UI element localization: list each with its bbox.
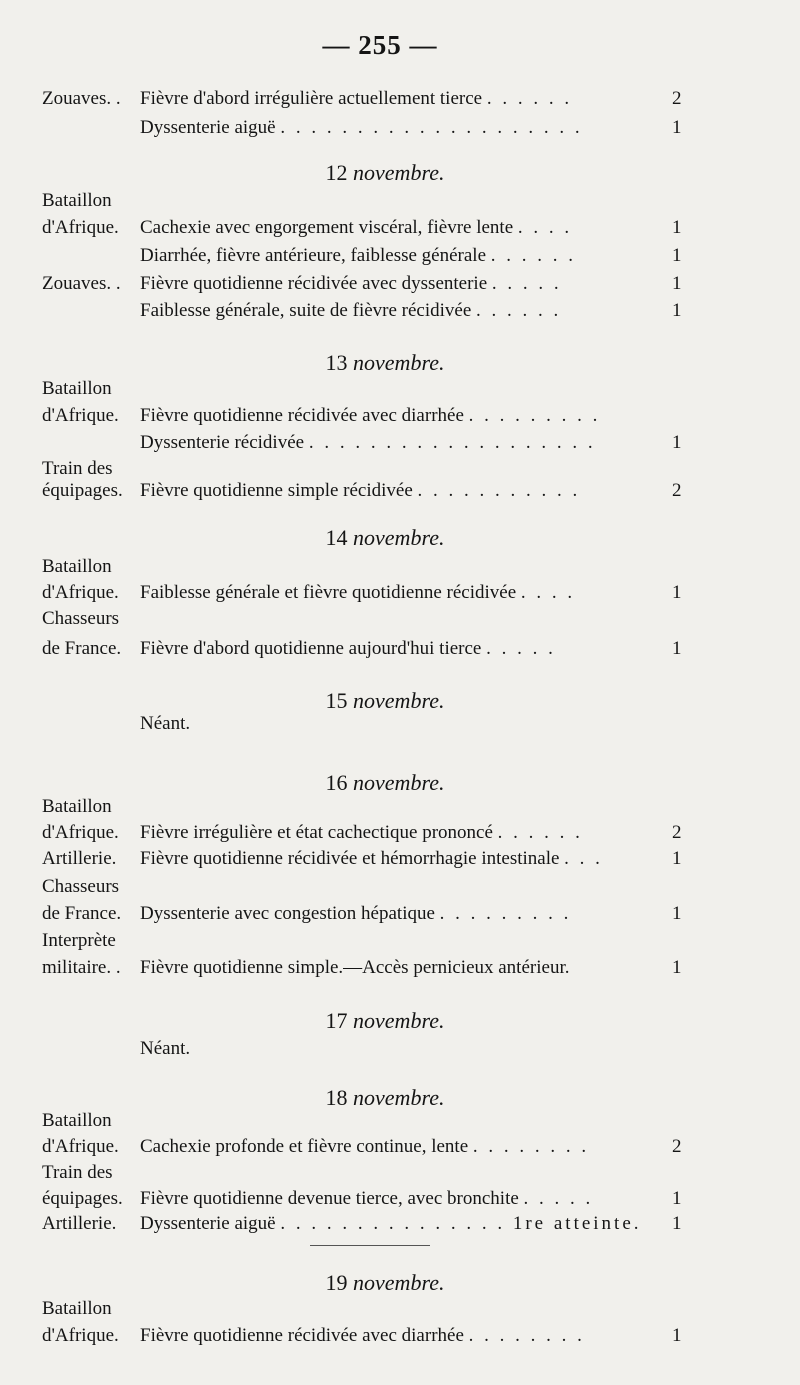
case-count: 2 bbox=[672, 480, 682, 501]
diagnosis-label: Diarrhée, fièvre antérieure, faiblesse générale bbox=[140, 245, 487, 266]
date-day: 16 bbox=[325, 770, 348, 795]
diagnosis-label: Fièvre quotidienne simple récidivée bbox=[140, 480, 413, 501]
unit-label: Train des bbox=[42, 1162, 113, 1183]
diagnosis-text bbox=[140, 432, 660, 454]
date-month: novembre. bbox=[353, 1270, 445, 1295]
dot-leader: . . . . . . . . bbox=[472, 1136, 590, 1157]
unit-label: d'Afrique. bbox=[42, 582, 119, 603]
date-heading bbox=[0, 688, 770, 714]
diagnosis-label: Fièvre irrégulière et état cachectique prononcé bbox=[140, 822, 493, 843]
unit-label: Bataillon bbox=[42, 796, 112, 817]
date-day: 12 bbox=[325, 160, 348, 185]
diagnosis-text bbox=[140, 480, 660, 502]
unit-label: d'Afrique. bbox=[42, 1136, 119, 1157]
case-count: 1 bbox=[672, 582, 682, 603]
date-day: 14 bbox=[325, 525, 348, 550]
dot-leader: . . . . . bbox=[523, 1188, 594, 1209]
diagnosis-label: Cachexie avec engorgement viscéral, fièvre lente bbox=[140, 217, 514, 238]
diagnosis-text bbox=[140, 273, 660, 295]
unit-label: d'Afrique. bbox=[42, 217, 119, 238]
dot-leader: . . . . . . . . . . . . . . . . . . . . bbox=[280, 117, 583, 138]
dot-leader: . . . . . . bbox=[490, 245, 577, 266]
case-count: 1 bbox=[672, 1188, 682, 1209]
unit-label: Zouaves. . bbox=[42, 273, 121, 294]
date-heading bbox=[0, 770, 770, 796]
unit-label: équipages. bbox=[42, 480, 123, 501]
diagnosis-label: Faiblesse générale et fièvre quotidienne récidivée bbox=[140, 582, 517, 603]
date-day: 15 bbox=[325, 688, 348, 713]
diagnosis-text bbox=[140, 1325, 660, 1347]
unit-label: Chasseurs bbox=[42, 608, 120, 629]
diagnosis-text bbox=[140, 117, 660, 139]
dot-leader: . . . . . . bbox=[486, 88, 573, 109]
unit-label: Bataillon bbox=[42, 1298, 112, 1319]
unit-label: équipages. bbox=[42, 1188, 123, 1209]
unit-label: Bataillon bbox=[42, 556, 112, 577]
unit-label: de France. bbox=[42, 903, 122, 924]
dot-leader: . . . bbox=[564, 848, 603, 869]
date-day: 18 bbox=[325, 1085, 348, 1110]
case-count: 1 bbox=[672, 903, 682, 924]
case-count: 2 bbox=[672, 1136, 682, 1157]
unit-label: d'Afrique. bbox=[42, 1325, 119, 1346]
case-count: 1 bbox=[672, 1325, 682, 1346]
date-month: novembre. bbox=[353, 160, 445, 185]
unit-label: d'Afrique. bbox=[42, 822, 119, 843]
page-number: — 255 — bbox=[322, 30, 438, 60]
date-month: novembre. bbox=[353, 525, 445, 550]
diagnosis-label: Dyssenterie aiguë bbox=[140, 1213, 276, 1234]
diagnosis-text bbox=[140, 957, 660, 979]
case-count: 1 bbox=[672, 273, 682, 294]
unit-label: militaire. . bbox=[42, 957, 121, 978]
dot-leader: . . . . . . . . . . . bbox=[417, 480, 581, 501]
diagnosis-label: Fièvre quotidienne simple.—Accès pernicieux antérieur. bbox=[140, 957, 570, 978]
case-count: 1 bbox=[672, 957, 682, 978]
case-count: 1 bbox=[672, 638, 682, 659]
dot-leader: . . . . bbox=[517, 217, 573, 238]
case-count: 1 bbox=[672, 848, 682, 869]
dot-leader: . . . . . . . . bbox=[468, 1325, 585, 1346]
unit-label: Artillerie. bbox=[42, 848, 117, 869]
diagnosis-text bbox=[140, 638, 660, 660]
unit-label: de France. bbox=[42, 638, 122, 659]
dot-leader: . . . . . . . . . bbox=[468, 405, 601, 426]
unit-label: Bataillon bbox=[42, 190, 112, 211]
diagnosis-text bbox=[140, 1188, 660, 1210]
diagnosis-label: Fièvre quotidienne récidivée et hémorrhagie intestinale bbox=[140, 848, 560, 869]
case-count: 2 bbox=[672, 88, 682, 109]
unit-label: Bataillon bbox=[42, 378, 112, 399]
diagnosis-text bbox=[140, 217, 660, 239]
section-rule bbox=[310, 1245, 430, 1246]
date-heading bbox=[0, 1085, 770, 1111]
dot-leader: . . . . . . bbox=[476, 300, 562, 321]
dot-leader: . . . . . . . . . . . . . . . . . . . bbox=[308, 432, 596, 453]
neant-text: Néant. bbox=[140, 713, 191, 734]
case-count: 1 bbox=[672, 1213, 682, 1234]
dot-leader: . . . . . . . . . . . . . . . 1re atteinte. bbox=[280, 1213, 642, 1234]
diagnosis-text bbox=[140, 1213, 660, 1235]
diagnosis-label: Fièvre quotidienne récidivée avec dyssenterie bbox=[140, 273, 488, 294]
diagnosis-text bbox=[140, 245, 660, 267]
date-day: 17 bbox=[325, 1008, 348, 1033]
diagnosis-label: Dyssenterie récidivée bbox=[140, 432, 305, 453]
case-count: 1 bbox=[672, 217, 682, 238]
unit-label: d'Afrique. bbox=[42, 405, 119, 426]
unit-label: Train des bbox=[42, 458, 113, 479]
neant-text: Néant. bbox=[140, 1038, 191, 1059]
date-month: novembre. bbox=[353, 688, 445, 713]
date-month: novembre. bbox=[353, 1008, 445, 1033]
diagnosis-text bbox=[140, 822, 660, 844]
case-count: 1 bbox=[672, 117, 682, 138]
dot-leader: . . . . . bbox=[486, 638, 556, 659]
date-heading bbox=[0, 160, 770, 186]
unit-label: Zouaves. . bbox=[42, 88, 121, 109]
diagnosis-text bbox=[140, 300, 660, 322]
diagnosis-label: Faiblesse générale, suite de fièvre récidivée bbox=[140, 300, 472, 321]
diagnosis-label: Fièvre d'abord quotidienne aujourd'hui tierce bbox=[140, 638, 482, 659]
diagnosis-text bbox=[140, 582, 660, 604]
date-month: novembre. bbox=[353, 1085, 445, 1110]
date-heading bbox=[0, 1270, 770, 1296]
date-month: novembre. bbox=[353, 350, 445, 375]
case-count: 1 bbox=[672, 432, 682, 453]
date-day: 13 bbox=[325, 350, 348, 375]
diagnosis-label: Dyssenterie aiguë bbox=[140, 117, 276, 138]
date-heading bbox=[0, 525, 770, 551]
diagnosis-label: Cachexie profonde et fièvre continue, lente bbox=[140, 1136, 469, 1157]
case-count: 2 bbox=[672, 822, 682, 843]
diagnosis-text bbox=[140, 1136, 660, 1158]
case-count: 1 bbox=[672, 245, 682, 266]
unit-label: Interprète bbox=[42, 930, 116, 951]
diagnosis-text bbox=[140, 405, 660, 427]
diagnosis-label: Dyssenterie avec congestion hépatique bbox=[140, 903, 435, 924]
diagnosis-text bbox=[140, 88, 660, 110]
date-month: novembre. bbox=[353, 770, 445, 795]
diagnosis-text bbox=[140, 903, 660, 925]
diagnosis-label: Fièvre d'abord irrégulière actuellement tierce bbox=[140, 88, 483, 109]
date-heading bbox=[0, 350, 770, 376]
diagnosis-label: Fièvre quotidienne récidivée avec diarrhée bbox=[140, 405, 464, 426]
diagnosis-label: Fièvre quotidienne devenue tierce, avec bronchite bbox=[140, 1188, 519, 1209]
case-count: 1 bbox=[672, 300, 682, 321]
diagnosis-text bbox=[140, 848, 660, 870]
unit-label: Bataillon bbox=[42, 1110, 112, 1131]
dot-leader: . . . . . . . . . bbox=[439, 903, 572, 924]
unit-label: Chasseurs bbox=[42, 876, 120, 897]
date-day: 19 bbox=[325, 1270, 348, 1295]
dot-leader: . . . . . . bbox=[497, 822, 583, 843]
dot-leader: . . . . . bbox=[491, 273, 562, 294]
unit-label: Artillerie. bbox=[42, 1213, 117, 1234]
date-heading bbox=[0, 1008, 770, 1034]
diagnosis-label: Fièvre quotidienne récidivée avec diarrhée bbox=[140, 1325, 464, 1346]
dot-leader: . . . . bbox=[520, 582, 576, 603]
